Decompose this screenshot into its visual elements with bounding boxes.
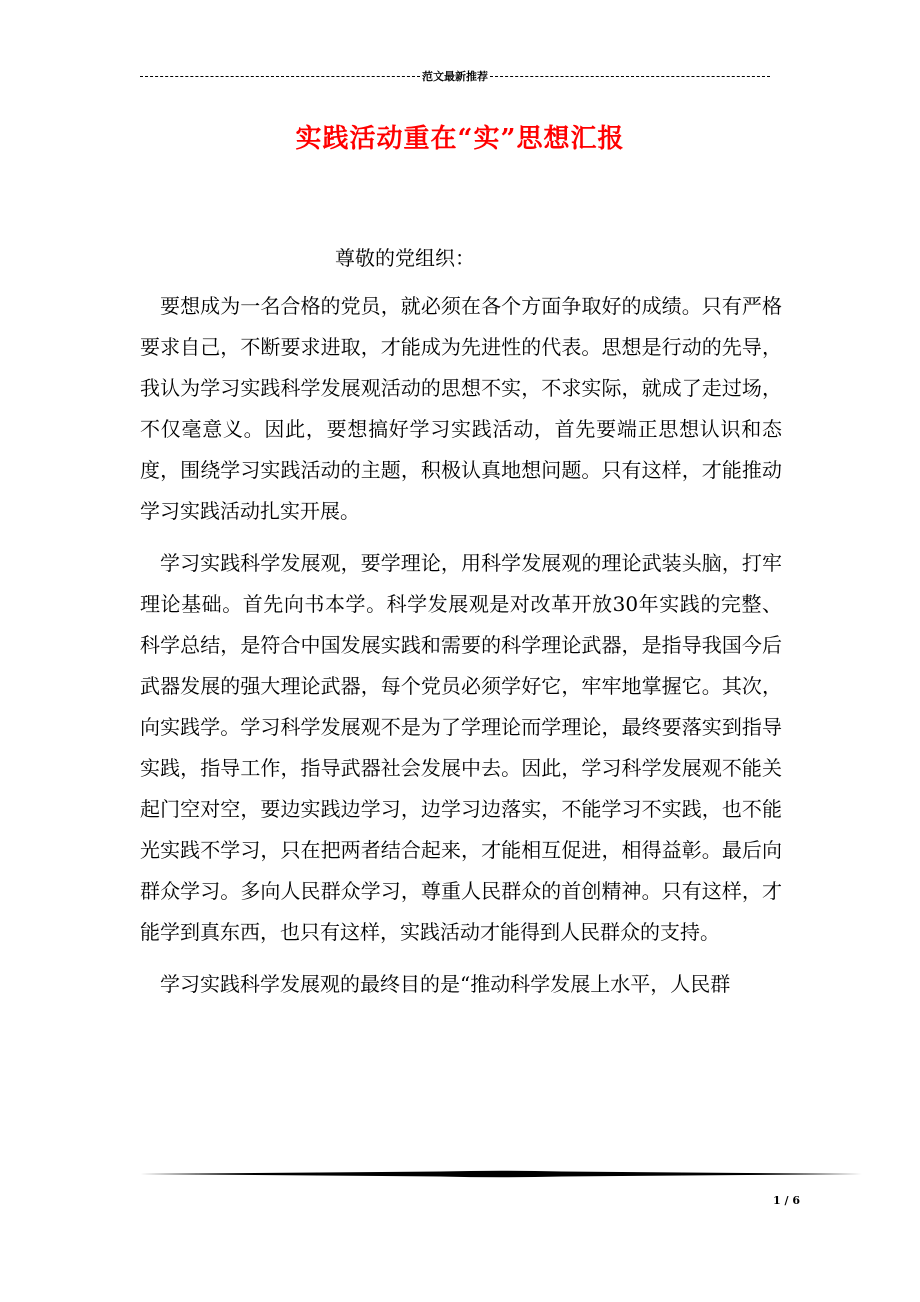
document-body bbox=[140, 286, 782, 1016]
paragraph-2: 学习实践科学发展观，要学理论，用科学发展观的理论武装头脑，打牢理论基础。首先向书本学。科学发展观是对改革开放30年实践的完整、科学总结，是符合中国发展实践和需要的科学理论武器，是指导我国今后武器发展的强大理论武器，每个党员必须学好它，牢牢地掌握它。其次，向实践学。学习科学发展观不是为了学理论而学理论，最终要落实到指导实践，指导工作，指导武器社会发展中去。因此，学习科学发展观不能关起门空对空，要边实践边学习，边学习边落实，不能学习不实践，也不能光实践不学习，只在把两者结合起来，才能相互促进，相得益彰。最后向群众学习。多向人民群众学习，尊重人民群众的首创精神。只有这样，才能学到真东西，也只有这样，实践活动才能得到人民群众的支持。 bbox=[140, 551, 782, 944]
page-header bbox=[140, 66, 770, 86]
footer-rule bbox=[140, 1169, 862, 1179]
header-dash-right bbox=[490, 76, 770, 77]
document-title: 实践活动重在“实”思想汇报 bbox=[295, 124, 625, 154]
header-text: 范文最新推荐 bbox=[422, 70, 488, 83]
paragraph-3: 学习实践科学发展观的最终目的是“推动科学发展上水平，人民群 bbox=[160, 972, 731, 996]
paragraph-1: 要想成为一名合格的党员，就必须在各个方面争取好的成绩。只有严格要求自己，不断要求进取，才能成为先进性的代表。思想是行动的先导，我认为学习实践科学发展观活动的思想不实，不求实际，就成了走过场，不仅毫意义。因此，要想搞好学习实践活动，首先要端正思想认识和态度，围绕学习实践活动的主题，积极认真地想问题。只有这样，才能推动学习实践活动扎实开展。 bbox=[140, 294, 782, 523]
header-dash-left bbox=[140, 76, 420, 77]
page-number: 1 / 6 bbox=[773, 1194, 800, 1207]
salutation: 尊敬的党组织： bbox=[335, 246, 475, 270]
